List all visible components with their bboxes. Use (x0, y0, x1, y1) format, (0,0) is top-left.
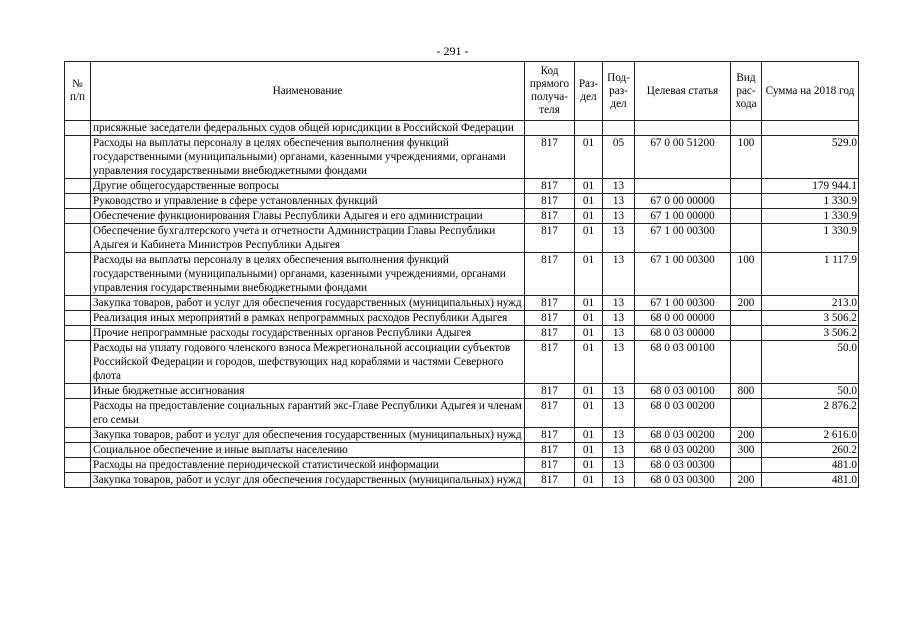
row-target: 67 1 00 00000 (635, 209, 731, 224)
row-section: 01 (575, 443, 603, 458)
row-num (65, 384, 91, 399)
row-code: 817 (525, 473, 575, 488)
row-amount: 50.0 (762, 384, 859, 399)
table-row (65, 253, 859, 296)
row-subsection: 13 (603, 253, 635, 296)
row-target: 67 0 00 00000 (635, 194, 731, 209)
row-subsection: 13 (603, 296, 635, 311)
row-code (525, 121, 575, 136)
row-code: 817 (525, 384, 575, 399)
row-code: 817 (525, 209, 575, 224)
row-amount: 1 330.9 (762, 209, 859, 224)
row-name: Закупка товаров, работ и услуг для обеспечения государственных (муниципальных) нужд (91, 473, 525, 488)
header-subsection: Под-раз-дел (603, 62, 635, 121)
row-target: 68 0 03 00100 (635, 341, 731, 384)
row-amount: 3 506.2 (762, 311, 859, 326)
row-code: 817 (525, 253, 575, 296)
row-target: 68 0 03 00000 (635, 326, 731, 341)
table-row (65, 341, 859, 384)
row-amount: 260.2 (762, 443, 859, 458)
row-num (65, 179, 91, 194)
table-row (65, 209, 859, 224)
row-num (65, 209, 91, 224)
row-section: 01 (575, 209, 603, 224)
header-amount: Сумма на 2018 год (762, 62, 859, 121)
row-section (575, 121, 603, 136)
row-name: Иные бюджетные ассигнования (91, 384, 525, 399)
row-code: 817 (525, 136, 575, 179)
row-expense-type: 200 (731, 296, 762, 311)
row-amount: 3 506.2 (762, 326, 859, 341)
row-amount: 213.0 (762, 296, 859, 311)
row-code: 817 (525, 399, 575, 428)
row-num (65, 253, 91, 296)
row-name: Другие общегосударственные вопросы (91, 179, 525, 194)
row-section: 01 (575, 473, 603, 488)
table-row (65, 399, 859, 428)
row-num (65, 399, 91, 428)
row-section: 01 (575, 194, 603, 209)
row-subsection: 13 (603, 179, 635, 194)
row-name: Расходы на выплаты персоналу в целях обеспечения выполнения функций государственными (муниципальными) органами, казенными учреждениями, органами управления государственными внебюджетными фондами (91, 136, 525, 179)
row-expense-type (731, 194, 762, 209)
table-row (65, 384, 859, 399)
row-expense-type (731, 326, 762, 341)
row-subsection: 13 (603, 224, 635, 253)
row-code: 817 (525, 428, 575, 443)
header-target: Целевая статья (635, 62, 731, 121)
row-name: Руководство и управление в сфере установленных функций (91, 194, 525, 209)
row-target: 68 0 03 00300 (635, 458, 731, 473)
table-row (65, 136, 859, 179)
budget-table (64, 61, 859, 488)
row-name: присяжные заседатели федеральных судов общей юрисдикции в Российской Федерации (91, 121, 525, 136)
header-section: Раз-дел (575, 62, 603, 121)
row-target: 67 1 00 00300 (635, 296, 731, 311)
row-expense-type (731, 399, 762, 428)
row-subsection: 13 (603, 399, 635, 428)
row-name: Расходы на предоставление периодической статистической информации (91, 458, 525, 473)
table-row (65, 311, 859, 326)
row-amount: 529.0 (762, 136, 859, 179)
row-section: 01 (575, 136, 603, 179)
row-amount: 1 117.9 (762, 253, 859, 296)
header-expense-type: Вид рас-хода (731, 62, 762, 121)
row-amount: 481.0 (762, 473, 859, 488)
row-name: Расходы на уплату годового членского взноса Межрегиональной ассоциации субъектов Российской Федерации и городов, шефствующих над кораблями и частями Северного флота (91, 341, 525, 384)
row-name: Обеспечение функционирования Главы Республики Адыгея и его администрации (91, 209, 525, 224)
row-code: 817 (525, 179, 575, 194)
row-name: Расходы на выплаты персоналу в целях обеспечения выполнения функций государственными (муниципальными) органами, казенными учреждениями, органами управления государственными внебюджетными фондами (91, 253, 525, 296)
table-row (65, 179, 859, 194)
row-subsection: 13 (603, 326, 635, 341)
row-section: 01 (575, 311, 603, 326)
table-row (65, 194, 859, 209)
row-num (65, 473, 91, 488)
row-code: 817 (525, 326, 575, 341)
row-section: 01 (575, 428, 603, 443)
row-target: 67 1 00 00300 (635, 253, 731, 296)
row-amount: 179 944.1 (762, 179, 859, 194)
row-subsection: 05 (603, 136, 635, 179)
row-expense-type: 100 (731, 136, 762, 179)
row-subsection: 13 (603, 341, 635, 384)
row-num (65, 296, 91, 311)
row-expense-type: 200 (731, 428, 762, 443)
row-expense-type: 800 (731, 384, 762, 399)
row-amount: 481.0 (762, 458, 859, 473)
row-amount: 1 330.9 (762, 224, 859, 253)
row-code: 817 (525, 458, 575, 473)
row-section: 01 (575, 458, 603, 473)
row-num (65, 121, 91, 136)
table-row (65, 443, 859, 458)
row-num (65, 428, 91, 443)
row-code: 817 (525, 341, 575, 384)
row-subsection: 13 (603, 428, 635, 443)
header-num: № п/п (65, 62, 91, 121)
row-name: Социальное обеспечение и иные выплаты населению (91, 443, 525, 458)
row-subsection: 13 (603, 194, 635, 209)
row-amount: 1 330.9 (762, 194, 859, 209)
table-row (65, 428, 859, 443)
row-amount: 2 616.0 (762, 428, 859, 443)
row-subsection (603, 121, 635, 136)
row-subsection: 13 (603, 311, 635, 326)
table-row (65, 458, 859, 473)
row-num (65, 311, 91, 326)
row-code: 817 (525, 443, 575, 458)
row-num (65, 443, 91, 458)
row-expense-type: 300 (731, 443, 762, 458)
row-section: 01 (575, 296, 603, 311)
row-subsection: 13 (603, 458, 635, 473)
row-name: Закупка товаров, работ и услуг для обеспечения государственных (муниципальных) нужд (91, 296, 525, 311)
row-name: Расходы на предоставление социальных гарантий экс-Главе Республики Адыгея и членам его семьи (91, 399, 525, 428)
row-target: 68 0 03 00200 (635, 428, 731, 443)
row-num (65, 326, 91, 341)
row-subsection: 13 (603, 384, 635, 399)
row-num (65, 341, 91, 384)
row-target: 68 0 03 00200 (635, 443, 731, 458)
row-target: 67 0 00 51200 (635, 136, 731, 179)
table-row (65, 296, 859, 311)
row-code: 817 (525, 194, 575, 209)
row-expense-type (731, 224, 762, 253)
row-subsection: 13 (603, 443, 635, 458)
row-expense-type (731, 179, 762, 194)
row-subsection: 13 (603, 473, 635, 488)
row-num (65, 224, 91, 253)
table-body (65, 121, 859, 488)
row-expense-type (731, 311, 762, 326)
header-code: Код прямого получа-теля (525, 62, 575, 121)
page-number: - 291 - (436, 44, 469, 58)
row-expense-type (731, 458, 762, 473)
table-row (65, 326, 859, 341)
row-name: Реализация иных мероприятий в рамках непрограммных расходов Республики Адыгея (91, 311, 525, 326)
row-num (65, 458, 91, 473)
row-section: 01 (575, 399, 603, 428)
row-section: 01 (575, 341, 603, 384)
row-amount: 2 876.2 (762, 399, 859, 428)
row-expense-type (731, 121, 762, 136)
row-code: 817 (525, 311, 575, 326)
row-subsection: 13 (603, 209, 635, 224)
row-num (65, 136, 91, 179)
row-code: 817 (525, 296, 575, 311)
row-expense-type (731, 341, 762, 384)
row-section: 01 (575, 179, 603, 194)
row-num (65, 194, 91, 209)
table-row (65, 473, 859, 488)
row-target (635, 121, 731, 136)
header-name: Наименование (91, 62, 525, 121)
row-name: Прочие непрограммные расходы государственных органов Республики Адыгея (91, 326, 525, 341)
row-target: 68 0 00 00000 (635, 311, 731, 326)
row-expense-type: 100 (731, 253, 762, 296)
table-row (65, 224, 859, 253)
row-section: 01 (575, 253, 603, 296)
row-section: 01 (575, 384, 603, 399)
row-section: 01 (575, 326, 603, 341)
row-name: Закупка товаров, работ и услуг для обеспечения государственных (муниципальных) нужд (91, 428, 525, 443)
row-expense-type (731, 209, 762, 224)
row-target: 67 1 00 00300 (635, 224, 731, 253)
row-target: 68 0 03 00100 (635, 384, 731, 399)
row-amount (762, 121, 859, 136)
table-row (65, 121, 859, 136)
row-code: 817 (525, 224, 575, 253)
row-name: Обеспечение бухгалтерского учета и отчетности Администрации Главы Республики Адыгея и Кабинета Министров Республики Адыгея (91, 224, 525, 253)
row-target (635, 179, 731, 194)
row-expense-type: 200 (731, 473, 762, 488)
row-target: 68 0 03 00200 (635, 399, 731, 428)
row-target: 68 0 03 00300 (635, 473, 731, 488)
row-section: 01 (575, 224, 603, 253)
row-amount: 50.0 (762, 341, 859, 384)
header-row (65, 62, 859, 121)
